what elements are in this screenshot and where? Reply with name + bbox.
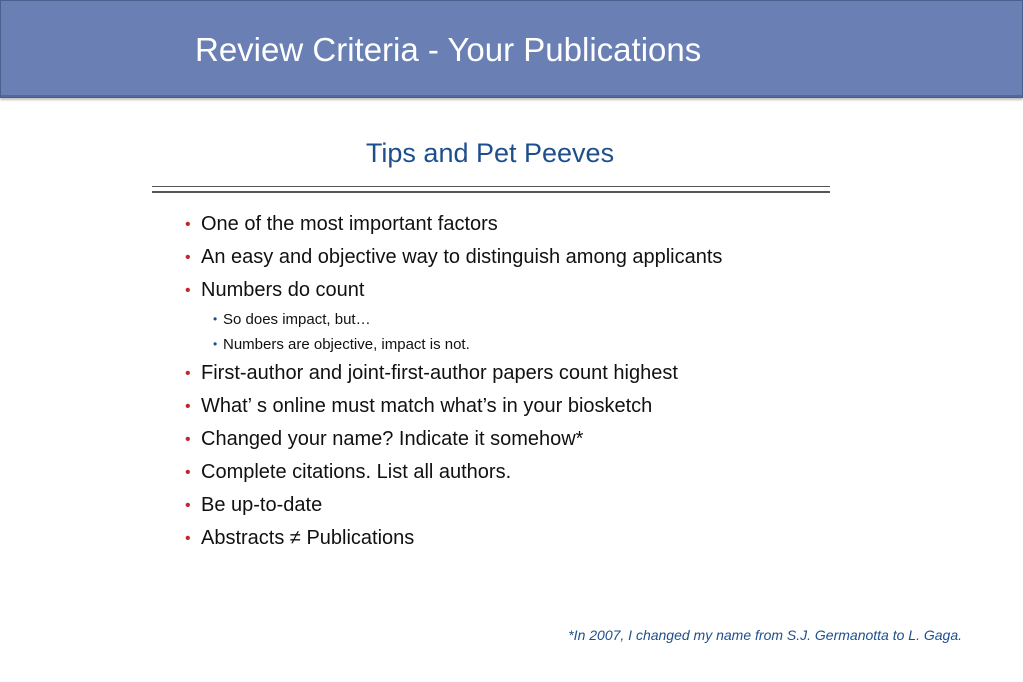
bullet-item [185, 274, 722, 307]
bullet-icon: • [185, 365, 191, 382]
bullet-text: Abstracts ≠ Publications [201, 527, 415, 549]
bullet-text: An easy and objective way to distinguish among applicants [201, 246, 723, 268]
bullet-icon: • [185, 282, 191, 299]
bullet-icon: • [185, 530, 191, 547]
bullet-icon: • [185, 431, 191, 448]
title-bar [0, 0, 1023, 98]
bullet-item [185, 357, 722, 390]
bullet-text: Numbers do count [201, 279, 365, 301]
slide-title: Review Criteria - Your Publications [195, 31, 702, 68]
bullet-text: First-author and joint-first-author papers count highest [201, 362, 678, 384]
bullet-text: Be up-to-date [201, 494, 323, 516]
sub-bullet-text: So does impact, but… [223, 311, 371, 328]
bullet-list [185, 208, 722, 555]
bullet-item [185, 456, 722, 489]
sub-bullet-text: Numbers are objective, impact is not. [223, 336, 470, 353]
bullet-icon: • [185, 249, 191, 266]
bullet-item [185, 423, 722, 456]
footnote: *In 2007, I changed my name from S.J. Germanotta to L. Gaga. [568, 627, 962, 643]
sub-bullet-icon: • [213, 337, 218, 351]
sub-bullet-item [185, 332, 722, 357]
bullet-item [185, 522, 722, 555]
sub-bullet-icon: • [213, 312, 218, 326]
bullet-text: One of the most important factors [201, 213, 498, 235]
bullet-text: Changed your name? Indicate it somehow* [201, 428, 584, 450]
sub-bullet-item [185, 307, 722, 332]
bullet-icon: • [185, 216, 191, 233]
divider [152, 186, 830, 193]
bullet-icon: • [185, 398, 191, 415]
bullet-item [185, 241, 722, 274]
bullet-icon: • [185, 497, 191, 514]
bullet-item [185, 390, 722, 423]
bullet-icon: • [185, 464, 191, 481]
section-subtitle: Tips and Pet Peeves [365, 138, 615, 168]
bullet-item [185, 489, 722, 522]
bullet-text: Complete citations. List all authors. [201, 461, 512, 483]
bullet-text: What’ s online must match what’s in your biosketch [201, 395, 653, 417]
bullet-item [185, 208, 722, 241]
